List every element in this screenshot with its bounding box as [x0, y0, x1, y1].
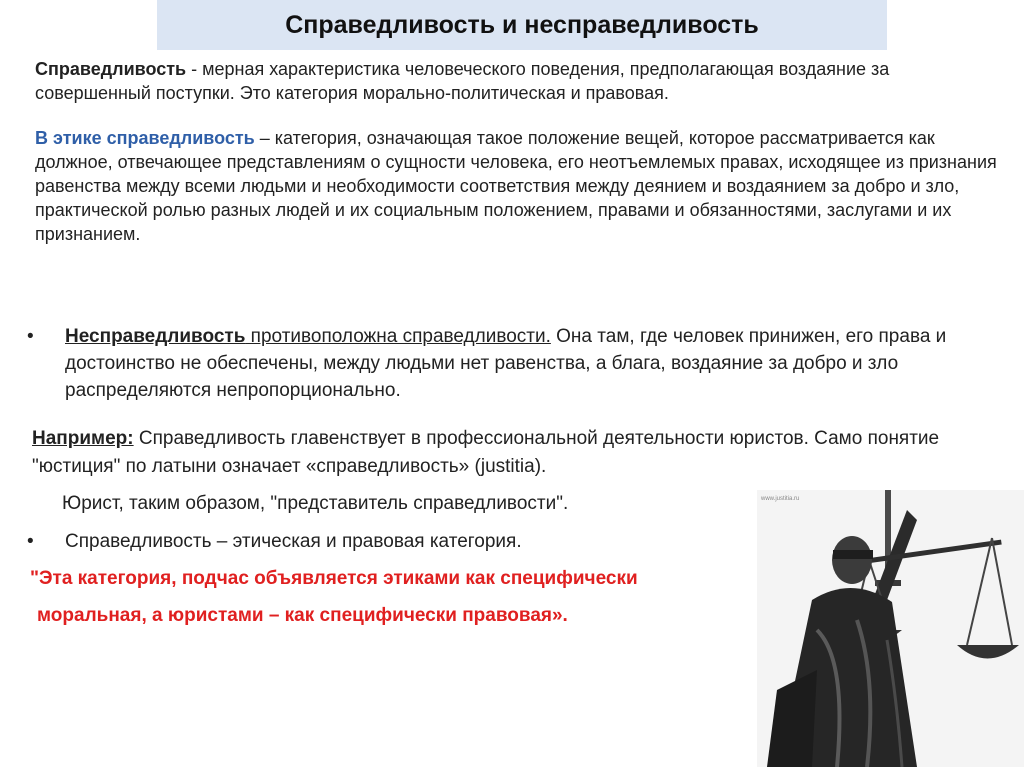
justice-definition — [35, 57, 1000, 105]
ethics-definition-text: – категория, означающая такое положение вещей, которое рассматривается как должное, отвечающее представлениям о сущности человека, его неотъемлемых правах, исходящее из признания равенства между всеми людьми и необходимости соответствия между деянием и воздаянием за добро и зло, практической ролью разных людей и их социальным положением, правами и обязанностями, заслугами и их признанием. — [35, 128, 997, 244]
injustice-bullet — [27, 323, 1002, 404]
ethics-term: В этике справедливость — [35, 128, 255, 148]
lady-justice-image — [757, 490, 1024, 767]
title-banner — [157, 0, 887, 50]
bullet-icon: • — [27, 531, 34, 552]
example-paragraph — [32, 425, 992, 481]
injustice-text: Она там, где человек принижен, его права и достоинство не обеспечены, между людьми нет равенства, а блага, воздаяние за добро и зло распределяются непропорционально. — [65, 326, 947, 401]
ethics-definition — [35, 126, 1000, 246]
justice-definition-text: - мерная характеристика человеческого поведения, предполагающая воздаяние за совершенный поступки. Это категория морально-политическая и правовая. — [35, 59, 890, 103]
bullet-icon: • — [27, 326, 34, 347]
injustice-term: Несправедливость — [65, 326, 246, 347]
category-text: Справедливость – этическая и правовая категория. — [65, 531, 522, 552]
image-caption: www.justitia.ru — [761, 496, 800, 502]
injustice-underlined: противоположна справедливости. — [245, 326, 551, 347]
example-term: Например: — [32, 428, 134, 449]
example-text: Справедливость главенствует в профессиональной деятельности юристов. Само понятие "юстиция" по латыни означает «справедливость» (justitia). — [32, 428, 940, 477]
quote-line-2: моральная, а юристами – как специфически правовая». — [37, 605, 568, 626]
page-title: Справедливость и несправедливость — [285, 10, 759, 39]
category-bullet — [27, 528, 727, 555]
quote-line-1: "Эта категория, подчас объявляется этиками как специфически — [30, 568, 638, 589]
justice-term: Справедливость — [35, 59, 187, 79]
statue-head — [832, 536, 872, 584]
lawyer-line: Юрист, таким образом, "представитель справедливости". — [62, 493, 569, 514]
